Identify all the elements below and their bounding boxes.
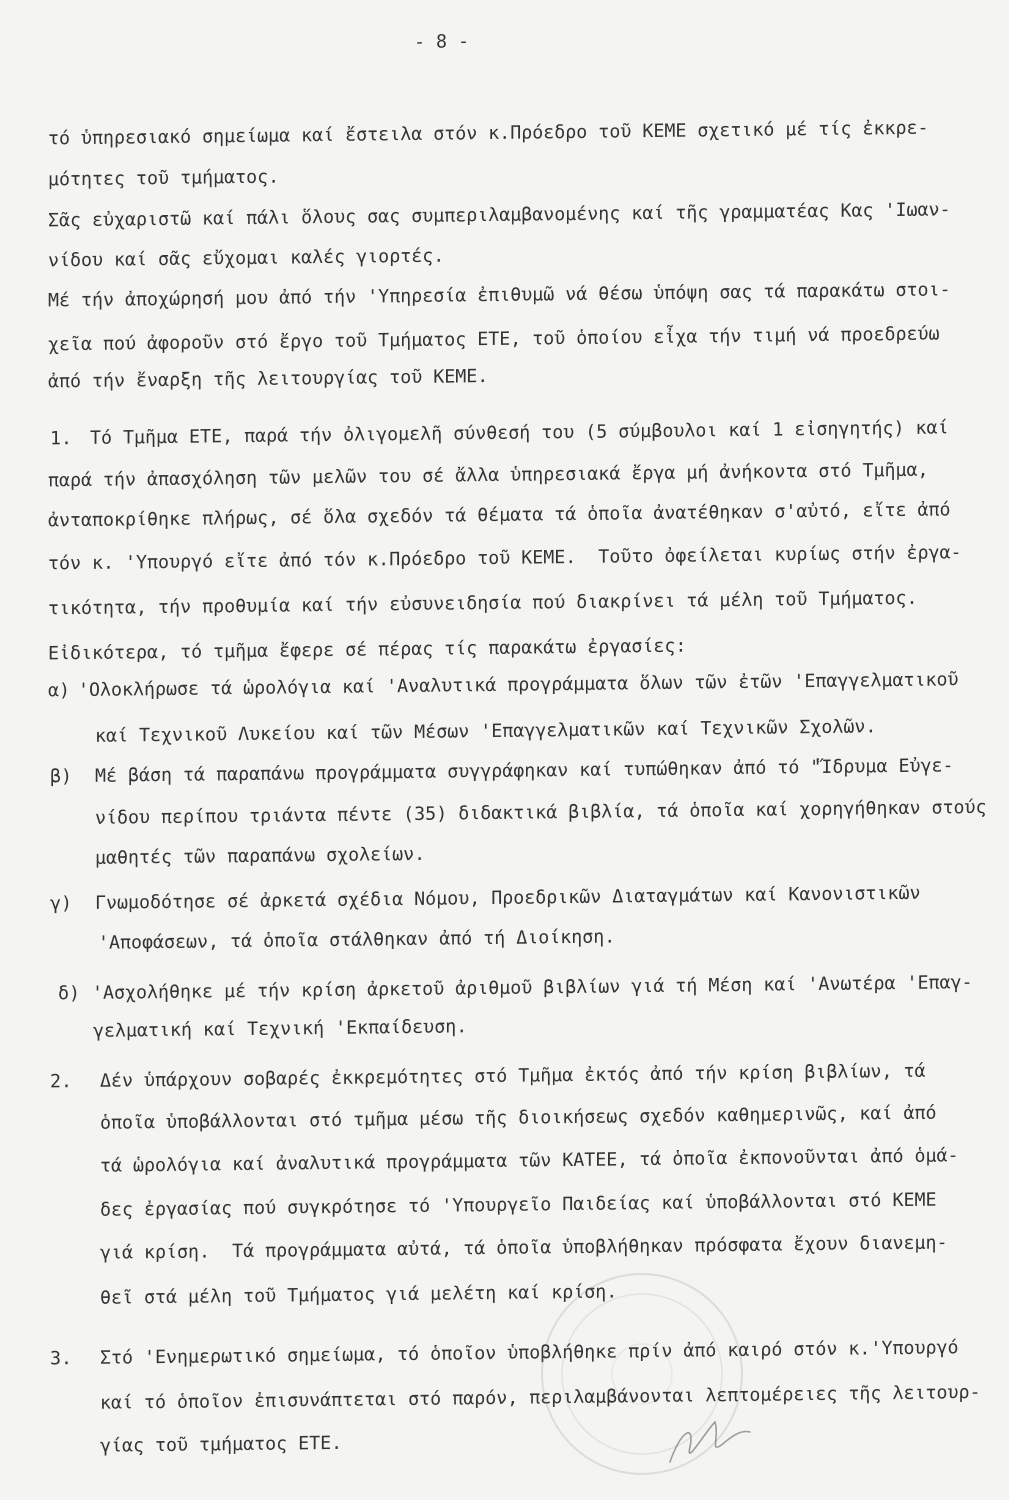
item-2-number: 2. [50,1071,73,1093]
subitem-d-line: γελματική καί Τεχνική 'Εκπαίδευση. [93,1016,468,1042]
subitem-b-label: β) [50,766,73,788]
subitem-a-label: α) [48,680,71,702]
subitem-b-line: νίδου περίπου τριάντα πέντε (35) διδακτικά βιβλία, τά ὁποῖα καί χορηγήθηκαν στούς [95,796,987,829]
item-2-line: τά ὡρολόγια καί ἀναλυτικά προγράμματα τῶν ΚΑΤΕΕ, τά ὁποῖα ἐκπονοῦνται ἀπό ὁμά- [100,1145,959,1177]
subitem-c-label: γ) [50,893,73,915]
item-2-line: θεῖ στά μέλη τοῦ Τμήματος γιά μελέτη καί κρίση. [100,1281,618,1309]
subitem-d-label: δ) [58,983,81,1005]
intro-line: ἀπό τήν ἔναρξη τῆς λειτουργίας τοῦ ΚΕΜΕ. [48,366,489,393]
signature [670,1422,750,1462]
item-3-number: 3. [50,1348,73,1370]
item-2-line: γιά κρίση. Τά προγράμματα αὐτά, τά ὁποῖα ὑποβλήθηκαν πρόσφατα ἔχουν διανεμη- [100,1232,948,1264]
subitem-a-line: καί Τεχνικοῦ Λυκείου καί τῶν Μέσων 'Επαγγελματικῶν καί Τεχνικῶν Σχολῶν. [95,716,877,747]
intro-line: τό ὑπηρεσιακό σημείωμα καί ἔστειλα στόν κ.Πρόεδρο τοῦ ΚΕΜΕ σχετικό μέ τίς ἐκκρε- [48,117,929,150]
intro-line: Σᾶς εὐχαριστῶ καί πάλι ὅλους σας συμπεριλαμβανομένης καί τῆς γραμματέας Κας 'Ιωαν- [48,199,951,232]
item-1-number: 1. [50,428,73,450]
item-1-line: Τό Τμῆμα ΕΤΕ, παρά τήν ὀλιγομελῆ σύνθεσή του (5 σύμβουλοι καί 1 εἰσηγητής) καί [90,417,949,449]
official-stamp [530,1262,770,1488]
item-1-line: τικότητα, τήν προθυμία καί τήν εὐσυνειδησία πού διακρίνει τά μέλη τοῦ Τμήματος. [48,587,918,620]
item-3-line: Στό 'Ενημερωτικό σημείωμα, τό ὁποῖον ὑποβλήθηκε πρίν ἀπό καιρό στόν κ.'Υπουργό [100,1337,959,1369]
subitem-d-line: 'Ασχολήθηκε μέ τήν κρίση ἀρκετοῦ ἀριθμοῦ βιβλίων γιά τή Μέση καί 'Ανωτέρα 'Επαγ- [92,972,973,1004]
subitem-b-line: Μέ βάση τά παραπάνω προγράμματα συγγράφηκαν καί τυπώθηκαν ἀπό τό "Ἵδρυμα Εὐγε- [95,755,954,787]
item-3-line: γίας τοῦ τμήματος ΕΤΕ. [100,1432,343,1457]
item-1-line: παρά τήν ἀπασχόληση τῶν μελῶν του σέ ἄλλα ὑπηρεσιακά ἔργα μή ἀνήκοντα στό Τμῆμα, [48,459,929,492]
item-1-subheading: Εἰδικότερα, τό τμῆμα ἔφερε σέ πέρας τίς παρακάτω ἐργασίες: [48,635,687,665]
item-2-line: ὁποῖα ὑποβάλλονται στό τμῆμα μέσω τῆς διοικήσεως σχεδόν καθημερινῶς, καί ἀπό [100,1102,937,1134]
subitem-b-line: μαθητές τῶν παραπάνω σχολείων. [95,843,426,869]
item-2-line: δες ἐργασίας πού συγκρότησε τό 'Υπουργεῖο Παιδείας καί ὑποβάλλονται στό ΚΕΜΕ [100,1189,937,1221]
page-number: - 8 - [414,31,470,53]
item-2-line: Δέν ὑπάρχουν σοβαρές ἐκκρεμότητες στό Τμῆμα ἐκτός ἀπό τήν κρίση βιβλίων, τά [100,1060,926,1092]
intro-line: Μέ τήν ἀποχώρησή μου ἀπό τήν 'Υπηρεσία ἐπιθυμῶ νά θέσω ὑπόψη σας τά παρακάτω στοι- [48,279,951,312]
subitem-c-line: 'Αποφάσεων, τά ὁποῖα στάλθηκαν ἀπό τή Διοίκηση. [98,926,616,954]
subitem-a-line: 'Ολοκλήρωσε τά ὡρολόγια καί 'Αναλυτικά προγράμματα ὅλων τῶν ἐτῶν 'Επαγγελματικοῦ [78,669,959,702]
intro-line: χεῖα πού ἀφοροῦν στό ἔργο τοῦ Τμήματος ΕΤΕ, τοῦ ὁποίου εἶχα τήν τιμή νά προεδρεύω [48,323,940,356]
item-1-line: ἀνταποκρίθηκε πλήρως, σέ ὅλα σχεδόν τά θέματα τά ὁποῖα ἀνατέθηκαν σ'αὐτό, εἴτε ἀπό [48,499,951,532]
intro-line: νίδου καί σᾶς εὔχομαι καλές γιορτές. [48,245,445,272]
subitem-c-line: Γνωμοδότησε σέ ἀρκετά σχέδια Νόμου, Προεδρικῶν Διαταγμάτων καί Κανονιστικῶν [95,882,921,914]
item-3-line: καί τό ὁποῖον ἐπισυνάπτεται στό παρόν, περιλαμβάνονται λεπτομέρειες τῆς λειτουρ- [100,1382,981,1414]
intro-line: μότητες τοῦ τμήματος. [48,166,280,191]
item-1-line: τόν κ. 'Υπουργό εἴτε ἀπό τόν κ.Πρόεδρο τοῦ ΚΕΜΕ. Τοῦτο ὀφείλεται κυρίως στήν ἐργα- [48,542,962,575]
